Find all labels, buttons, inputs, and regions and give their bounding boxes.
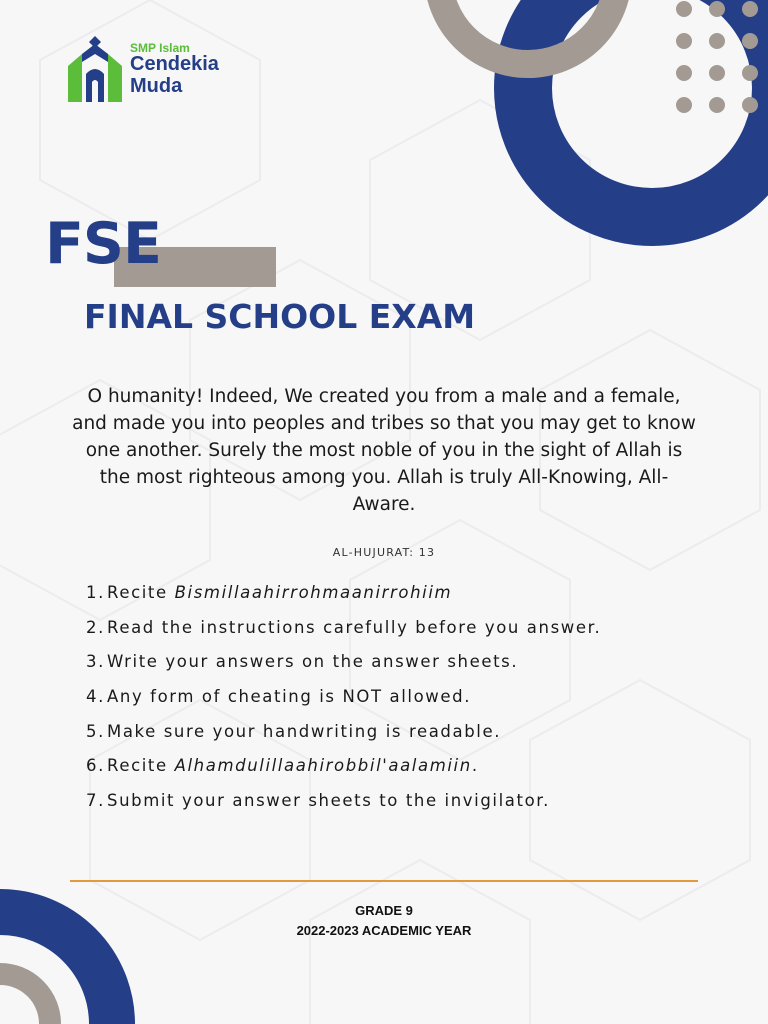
- rule-text: Recite: [107, 756, 175, 776]
- academic-year-label: 2022-2023 ACADEMIC YEAR: [296, 923, 472, 938]
- rule-text: Recite: [107, 583, 175, 602]
- rule-number: 2.: [86, 617, 105, 637]
- taupe-ring-bottom-left: [0, 974, 50, 1024]
- grade-label: GRADE 9: [355, 903, 413, 918]
- quote-source: AL-HUJURAT: 13: [332, 546, 436, 559]
- rule-number: 4.: [86, 687, 105, 707]
- rule-number: 1.: [86, 583, 105, 602]
- rule-text: Make sure your handwriting is readable.: [107, 721, 502, 741]
- exam-rules-list: [86, 583, 726, 826]
- rule-italic-text: Alhamdulillaahirobbil'aalamiin: [174, 756, 472, 776]
- rule-number: 5.: [86, 721, 105, 741]
- rule-number: 7.: [86, 791, 105, 811]
- footer-divider: [70, 880, 698, 882]
- rule-text: Any form of cheating is NOT allowed.: [107, 687, 472, 707]
- rule-text: Read the instructions carefully before you answer.: [107, 617, 602, 637]
- rule-item: [86, 756, 726, 791]
- rule-item: [86, 652, 726, 687]
- rule-item: [86, 618, 726, 653]
- logo-subtitle: SMP Islam: [130, 41, 190, 55]
- navy-ring-top-right: [523, 0, 768, 217]
- school-logo: [68, 36, 238, 108]
- exam-acronym: FSE: [45, 211, 161, 277]
- logo-title: [130, 53, 240, 97]
- rule-text: Submit your answer sheets to the invigilator.: [107, 791, 550, 811]
- rule-number: 6.: [86, 756, 105, 776]
- rule-item: [86, 687, 726, 722]
- rule-item: [86, 583, 726, 618]
- exam-title: FINAL SCHOOL EXAM: [84, 297, 476, 336]
- logo-title-line-1: Cendekia: [130, 53, 219, 75]
- rule-item: [86, 722, 726, 757]
- logo-title-line-2: Muda: [130, 75, 183, 97]
- quran-quote: O humanity! Indeed, We created you from a male and a female, and made you into peoples and tribes so that you may get to know one another. Surely the most noble of you in the sight of Allah is the most righteous among you. Allah is truly All-Knowing, All-Aware.: [72, 386, 696, 515]
- rule-text-after: .: [471, 756, 479, 776]
- school-logo-icon: [68, 36, 122, 106]
- rule-italic-text: Bismillaahirrohmaanirrohiim: [174, 583, 453, 602]
- rule-item: [86, 791, 726, 826]
- rule-text: Write your answers on the answer sheets.: [107, 652, 519, 672]
- rule-number: 3.: [86, 652, 105, 672]
